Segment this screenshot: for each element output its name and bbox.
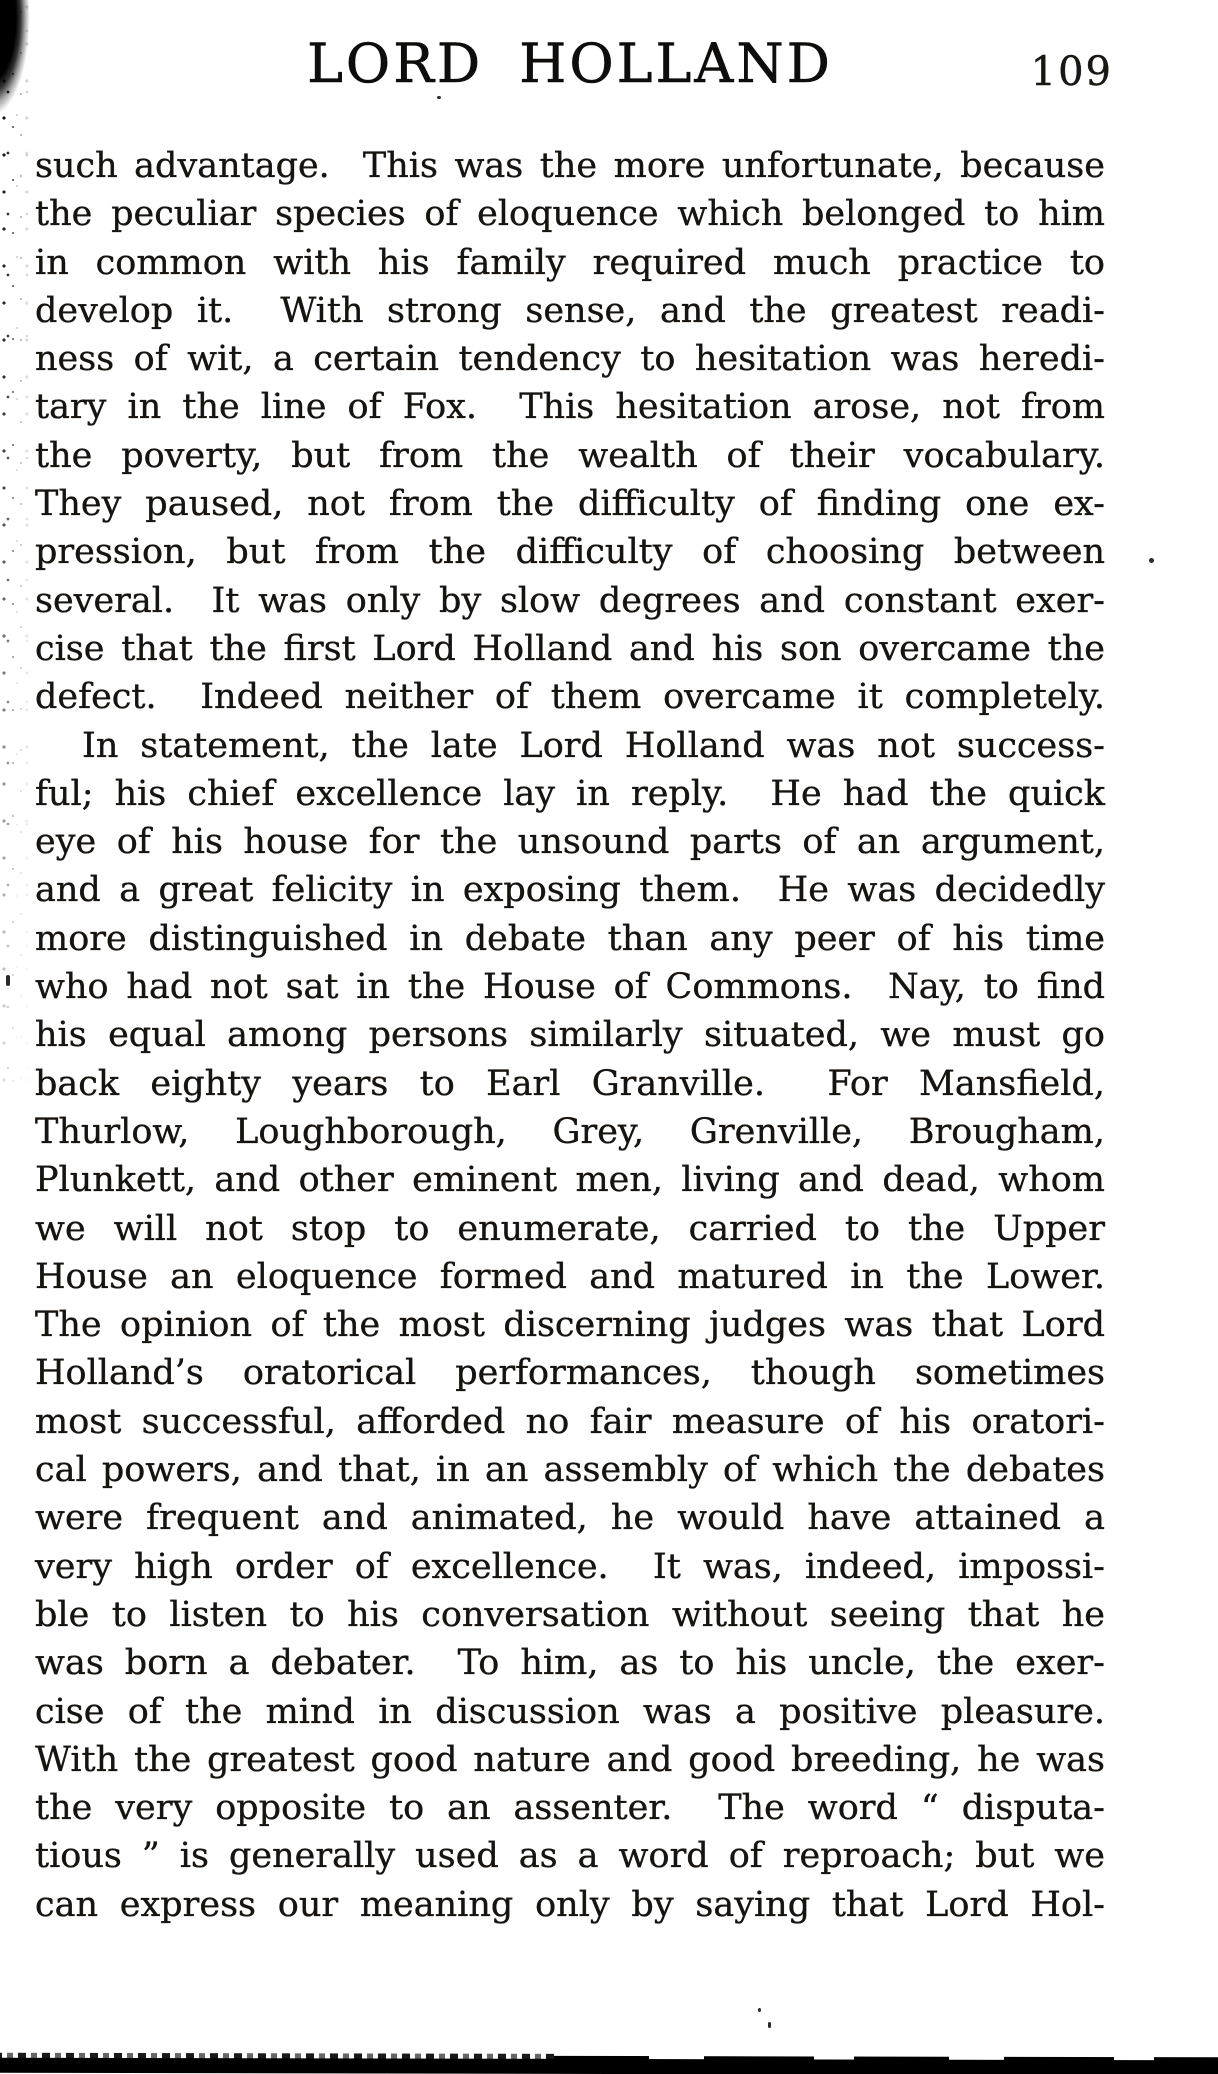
text-line: ness of wit, a certain tendency to hesitation was heredi- bbox=[35, 339, 1105, 380]
text-line: cise that the first Lord Holland and his son overcame the bbox=[35, 628, 1105, 669]
text-line: The opinion of the most discerning judges was that Lord bbox=[35, 1305, 1105, 1346]
page-number: 109 bbox=[1030, 49, 1113, 95]
page-body bbox=[35, 142, 1105, 1929]
text-line: Holland’s oratorical performances, though sometimes bbox=[35, 1353, 1105, 1394]
text-line: cise of the mind in discussion was a positive pleasure. bbox=[35, 1691, 1105, 1732]
text-line: cal powers, and that, in an assembly of which the debates bbox=[35, 1450, 1105, 1491]
text-line: in common with his family required much practice to bbox=[35, 242, 1105, 283]
scan-speck bbox=[6, 975, 10, 986]
text-line: we will not stop to enumerate, carried to the Upper bbox=[35, 1208, 1105, 1249]
text-line: and a great felicity in exposing them. He was decidedly bbox=[35, 870, 1105, 911]
text-line: the very opposite to an assenter. The word “ disputa- bbox=[35, 1788, 1105, 1829]
text-line: very high order of excellence. It was, indeed, impossi- bbox=[35, 1546, 1105, 1587]
text-line: In statement, the late Lord Holland was not success- bbox=[82, 725, 1105, 766]
text-line: can express our meaning only by saying that Lord Hol- bbox=[35, 1884, 1105, 1925]
text-line: With the greatest good nature and good breeding, he was bbox=[35, 1739, 1105, 1780]
text-line: such advantage. This was the more unfortunate, because bbox=[35, 146, 1105, 186]
text-line: more distinguished in debate than any peer of his time bbox=[35, 918, 1105, 959]
text-line: pression, but from the difficulty of choosing between bbox=[35, 532, 1105, 573]
text-line: his equal among persons similarly situated, we must go bbox=[35, 1015, 1105, 1056]
text-line: several. It was only by slow degrees and constant exer- bbox=[35, 580, 1105, 621]
text-line: tious ” is generally used as a word of reproach; but we bbox=[35, 1836, 1105, 1877]
text-line: the poverty, but from the wealth of their vocabulary. bbox=[35, 435, 1105, 476]
scan-edge-fade bbox=[0, 0, 34, 1102]
text-line: eye of his house for the unsound parts of an argument, bbox=[35, 822, 1105, 863]
text-line: Plunkett, and other eminent men, living and dead, whom bbox=[35, 1160, 1105, 1201]
text-line: House an eloquence formed and matured in the Lower. bbox=[35, 1256, 1105, 1297]
text-line: who had not sat in the House of Commons. Nay, to find bbox=[35, 967, 1105, 1008]
running-head-title: LORD HOLLAND bbox=[307, 32, 833, 95]
text-line: defect. Indeed neither of them overcame it completely. bbox=[35, 677, 1105, 718]
scan-speck bbox=[1149, 558, 1154, 563]
text-line: They paused, not from the difficulty of finding one ex- bbox=[35, 484, 1105, 525]
running-head bbox=[35, 32, 1113, 100]
text-line: the peculiar species of eloquence which belonged to him bbox=[35, 194, 1105, 235]
text-line: most successful, afforded no fair measure of his oratori- bbox=[35, 1401, 1105, 1442]
text-line: Thurlow, Loughborough, Grey, Grenville, Brougham, bbox=[35, 1111, 1105, 1152]
text-line: was born a debater. To him, as to his uncle, the exer- bbox=[35, 1643, 1105, 1684]
text-line: were frequent and animated, he would have attained a bbox=[35, 1498, 1105, 1539]
text-line: back eighty years to Earl Granville. For Mansfield, bbox=[35, 1063, 1105, 1104]
text-line: ful; his chief excellence lay in reply. He had the quick bbox=[35, 773, 1105, 814]
scan-speck bbox=[768, 2022, 771, 2028]
text-line: develop it. With strong sense, and the greatest readi- bbox=[35, 290, 1105, 331]
scan-speck bbox=[437, 96, 441, 99]
scan-bottom-bar bbox=[0, 2058, 1218, 2074]
text-line: ble to listen to his conversation without seeing that he bbox=[35, 1594, 1105, 1635]
scan-speck bbox=[758, 2008, 761, 2012]
text-line: tary in the line of Fox. This hesitation arose, not from bbox=[35, 387, 1105, 428]
